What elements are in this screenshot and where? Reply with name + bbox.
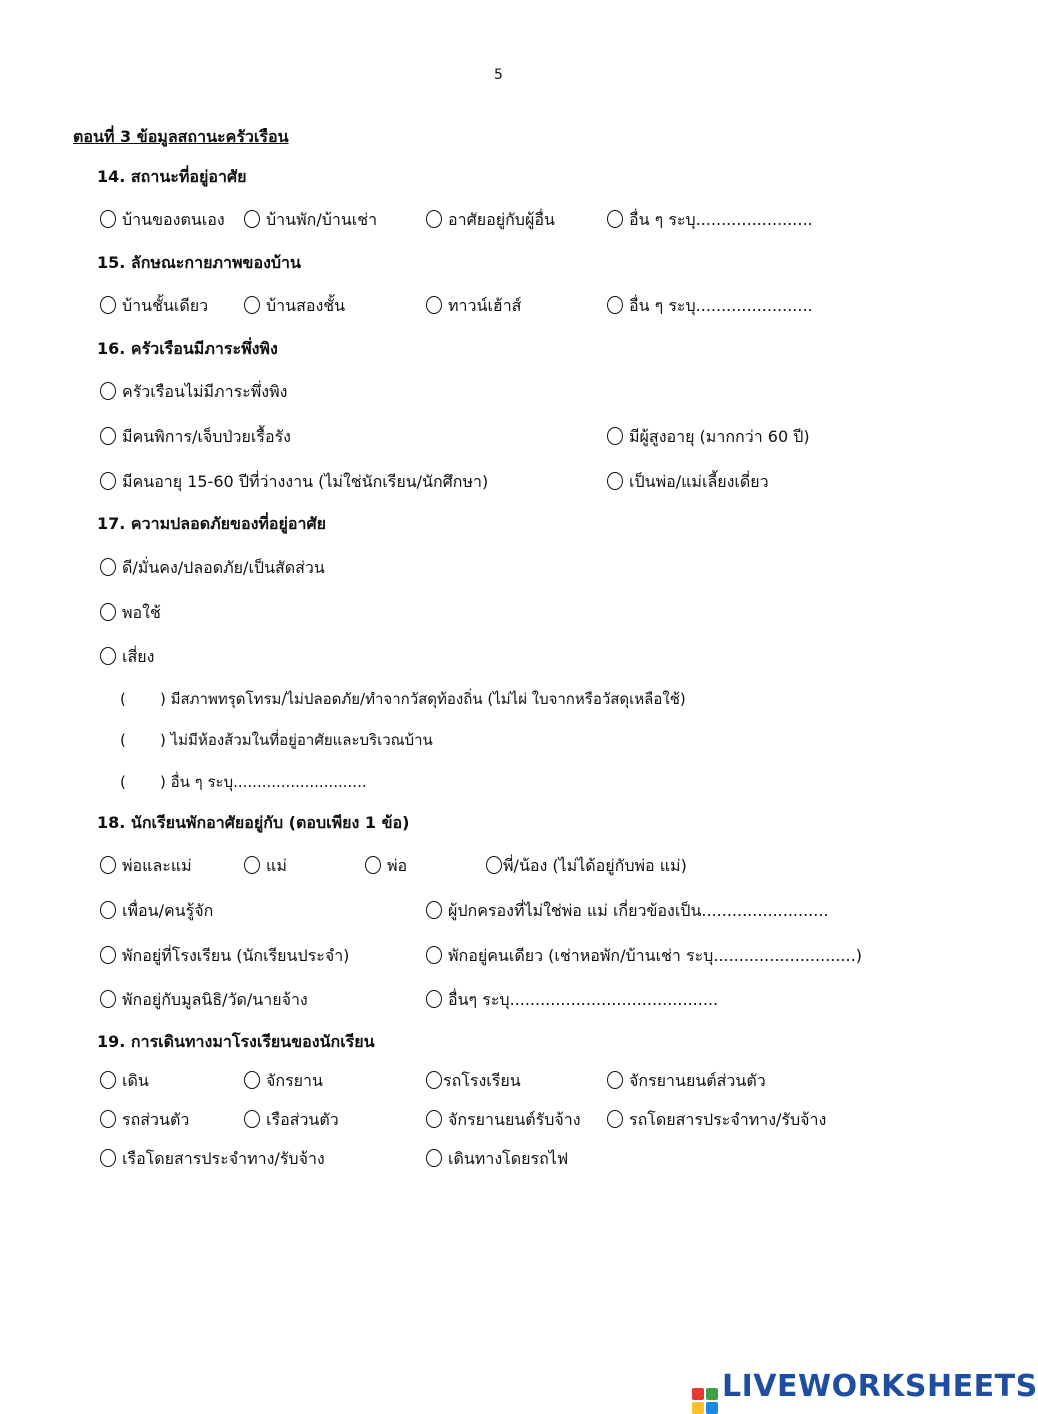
- radio-circle-icon[interactable]: [607, 427, 623, 445]
- logo-square: [706, 1402, 718, 1414]
- radio-circle-icon[interactable]: [426, 1110, 442, 1128]
- radio-circle-icon[interactable]: [100, 210, 116, 228]
- radio-circle-icon[interactable]: [100, 901, 116, 919]
- radio-circle-icon[interactable]: [244, 1110, 260, 1128]
- q15-option[interactable]: อื่น ๆ ระบุ.......................: [607, 295, 813, 317]
- q18-option[interactable]: พักอยู่ที่โรงเรียน (นักเรียนประจำ): [100, 945, 349, 967]
- radio-circle-icon[interactable]: [426, 296, 442, 314]
- q19-option[interactable]: รถโดยสารประจำทาง/รับจ้าง: [607, 1109, 826, 1131]
- radio-circle-icon[interactable]: [607, 210, 623, 228]
- radio-circle-icon[interactable]: [100, 558, 116, 576]
- radio-circle-icon[interactable]: [100, 1149, 116, 1167]
- q19-option[interactable]: เดิน: [100, 1070, 149, 1092]
- q19-option[interactable]: เดินทางโดยรถไฟ: [426, 1148, 568, 1170]
- radio-circle-icon[interactable]: [426, 990, 442, 1008]
- radio-circle-icon[interactable]: [607, 472, 623, 490]
- q17-option[interactable]: ดี/มั่นคง/ปลอดภัย/เป็นสัดส่วน: [100, 557, 325, 579]
- q18-option[interactable]: เพื่อน/คนรู้จัก: [100, 900, 213, 922]
- q16-option[interactable]: เป็นพ่อ/แม่เลี้ยงเดี่ยว: [607, 471, 769, 493]
- q19-option[interactable]: จักรยาน: [244, 1070, 323, 1092]
- q18-option[interactable]: พักอยู่กับมูลนิธิ/วัด/นายจ้าง: [100, 989, 308, 1011]
- radio-circle-icon[interactable]: [100, 1110, 116, 1128]
- page-number: 5: [494, 67, 503, 83]
- radio-circle-icon[interactable]: [244, 296, 260, 314]
- radio-circle-icon[interactable]: [100, 382, 116, 400]
- radio-circle-icon[interactable]: [607, 1110, 623, 1128]
- radio-circle-icon[interactable]: [100, 1071, 116, 1089]
- brand-name: LIVEWORKSHEETS: [722, 1369, 1038, 1404]
- q14-option[interactable]: อาศัยอยู่กับผู้อื่น: [426, 209, 555, 231]
- q15-title: 15. ลักษณะกายภาพของบ้าน: [97, 253, 301, 272]
- logo-square: [692, 1388, 704, 1400]
- radio-circle-icon[interactable]: [244, 856, 260, 874]
- q18-option[interactable]: พ่อและแม่: [100, 855, 192, 877]
- q17-option[interactable]: พอใช้: [100, 602, 161, 624]
- q18-option[interactable]: พ่อ: [365, 855, 407, 877]
- q18-option[interactable]: อื่นๆ ระบุ.........................................: [426, 989, 718, 1011]
- q15-option[interactable]: บ้านชั้นเดียว: [100, 295, 208, 317]
- q19-title: 19. การเดินทางมาโรงเรียนของนักเรียน: [97, 1032, 375, 1051]
- q14-title: 14. สถานะที่อยู่อาศัย: [97, 167, 247, 186]
- q17-sub-item[interactable]: ( ) มีสภาพทรุดโทรม/ไม่ปลอดภัย/ทำจากวัสดุท้องถิ่น (ไม่ไผ่ ใบจากหรือวัสดุเหลือใช้): [120, 690, 686, 708]
- q17-option[interactable]: เสี่ยง: [100, 646, 154, 668]
- radio-circle-icon[interactable]: [244, 1071, 260, 1089]
- radio-circle-icon[interactable]: [607, 1071, 623, 1089]
- radio-circle-icon[interactable]: [100, 990, 116, 1008]
- q19-option[interactable]: จักรยานยนต์รับจ้าง: [426, 1109, 581, 1131]
- radio-circle-icon[interactable]: [100, 427, 116, 445]
- radio-circle-icon[interactable]: [100, 296, 116, 314]
- radio-circle-icon[interactable]: [426, 901, 442, 919]
- q16-option[interactable]: มีผู้สูงอายุ (มากกว่า 60 ปี): [607, 426, 810, 448]
- q18-option[interactable]: พักอยู่คนเดียว (เช่าหอพัก/บ้านเช่า ระบุ............................): [426, 945, 862, 967]
- radio-circle-icon[interactable]: [426, 1071, 442, 1089]
- logo-square: [706, 1388, 718, 1400]
- q17-title: 17. ความปลอดภัยของที่อยู่อาศัย: [97, 514, 327, 533]
- q18-title: 18. นักเรียนพักอาศัยอยู่กับ (ตอบเพียง 1 ข้อ): [97, 813, 410, 832]
- radio-circle-icon[interactable]: [100, 647, 116, 665]
- q15-option[interactable]: บ้านสองชั้น: [244, 295, 345, 317]
- q19-option[interactable]: รถโรงเรียน: [426, 1070, 521, 1092]
- radio-circle-icon[interactable]: [426, 210, 442, 228]
- q15-option[interactable]: ทาวน์เฮ้าส์: [426, 295, 521, 317]
- liveworksheets-logo[interactable]: [692, 1370, 1038, 1414]
- q17-sub-item[interactable]: ( ) ไม่มีห้องส้วมในที่อยู่อาศัยและบริเวณบ้าน: [120, 731, 433, 749]
- radio-circle-icon[interactable]: [100, 603, 116, 621]
- radio-circle-icon[interactable]: [100, 472, 116, 490]
- q14-option[interactable]: บ้านพัก/บ้านเช่า: [244, 209, 377, 231]
- radio-circle-icon[interactable]: [607, 296, 623, 314]
- q16-option[interactable]: มีคนอายุ 15-60 ปีที่ว่างงาน (ไม่ใช่นักเรียน/นักศึกษา): [100, 471, 488, 493]
- q16-option[interactable]: ครัวเรือนไม่มีภาระพึ่งพิง: [100, 381, 287, 403]
- section-title: ตอนที่ 3 ข้อมูลสถานะครัวเรือน: [73, 127, 289, 146]
- q18-option[interactable]: แม่: [244, 855, 287, 877]
- q18-option[interactable]: ผู้ปกครองที่ไม่ใช่พ่อ แม่ เกี่ยวข้องเป็น.........................: [426, 900, 829, 922]
- radio-circle-icon[interactable]: [426, 1149, 442, 1167]
- q16-title: 16. ครัวเรือนมีภาระพึ่งพิง: [97, 339, 278, 358]
- q19-option[interactable]: เรือส่วนตัว: [244, 1109, 339, 1131]
- q19-option[interactable]: รถส่วนตัว: [100, 1109, 189, 1131]
- liveworksheets-logo-icon: [692, 1388, 718, 1414]
- q17-sub-item[interactable]: ( ) อื่น ๆ ระบุ............................: [120, 773, 367, 791]
- q19-option[interactable]: เรือโดยสารประจำทาง/รับจ้าง: [100, 1148, 325, 1170]
- radio-circle-icon[interactable]: [100, 946, 116, 964]
- radio-circle-icon[interactable]: [486, 856, 502, 874]
- q14-option[interactable]: อื่น ๆ ระบุ.......................: [607, 209, 813, 231]
- radio-circle-icon[interactable]: [365, 856, 381, 874]
- radio-circle-icon[interactable]: [244, 210, 260, 228]
- radio-circle-icon[interactable]: [100, 856, 116, 874]
- radio-circle-icon[interactable]: [426, 946, 442, 964]
- logo-square: [692, 1402, 704, 1414]
- q14-option[interactable]: บ้านของตนเอง: [100, 209, 225, 231]
- q18-option[interactable]: พี่/น้อง (ไม่ได้อยู่กับพ่อ แม่): [486, 855, 687, 877]
- q16-option[interactable]: มีคนพิการ/เจ็บป่วยเรื้อรัง: [100, 426, 291, 448]
- q19-option[interactable]: จักรยานยนต์ส่วนตัว: [607, 1070, 766, 1092]
